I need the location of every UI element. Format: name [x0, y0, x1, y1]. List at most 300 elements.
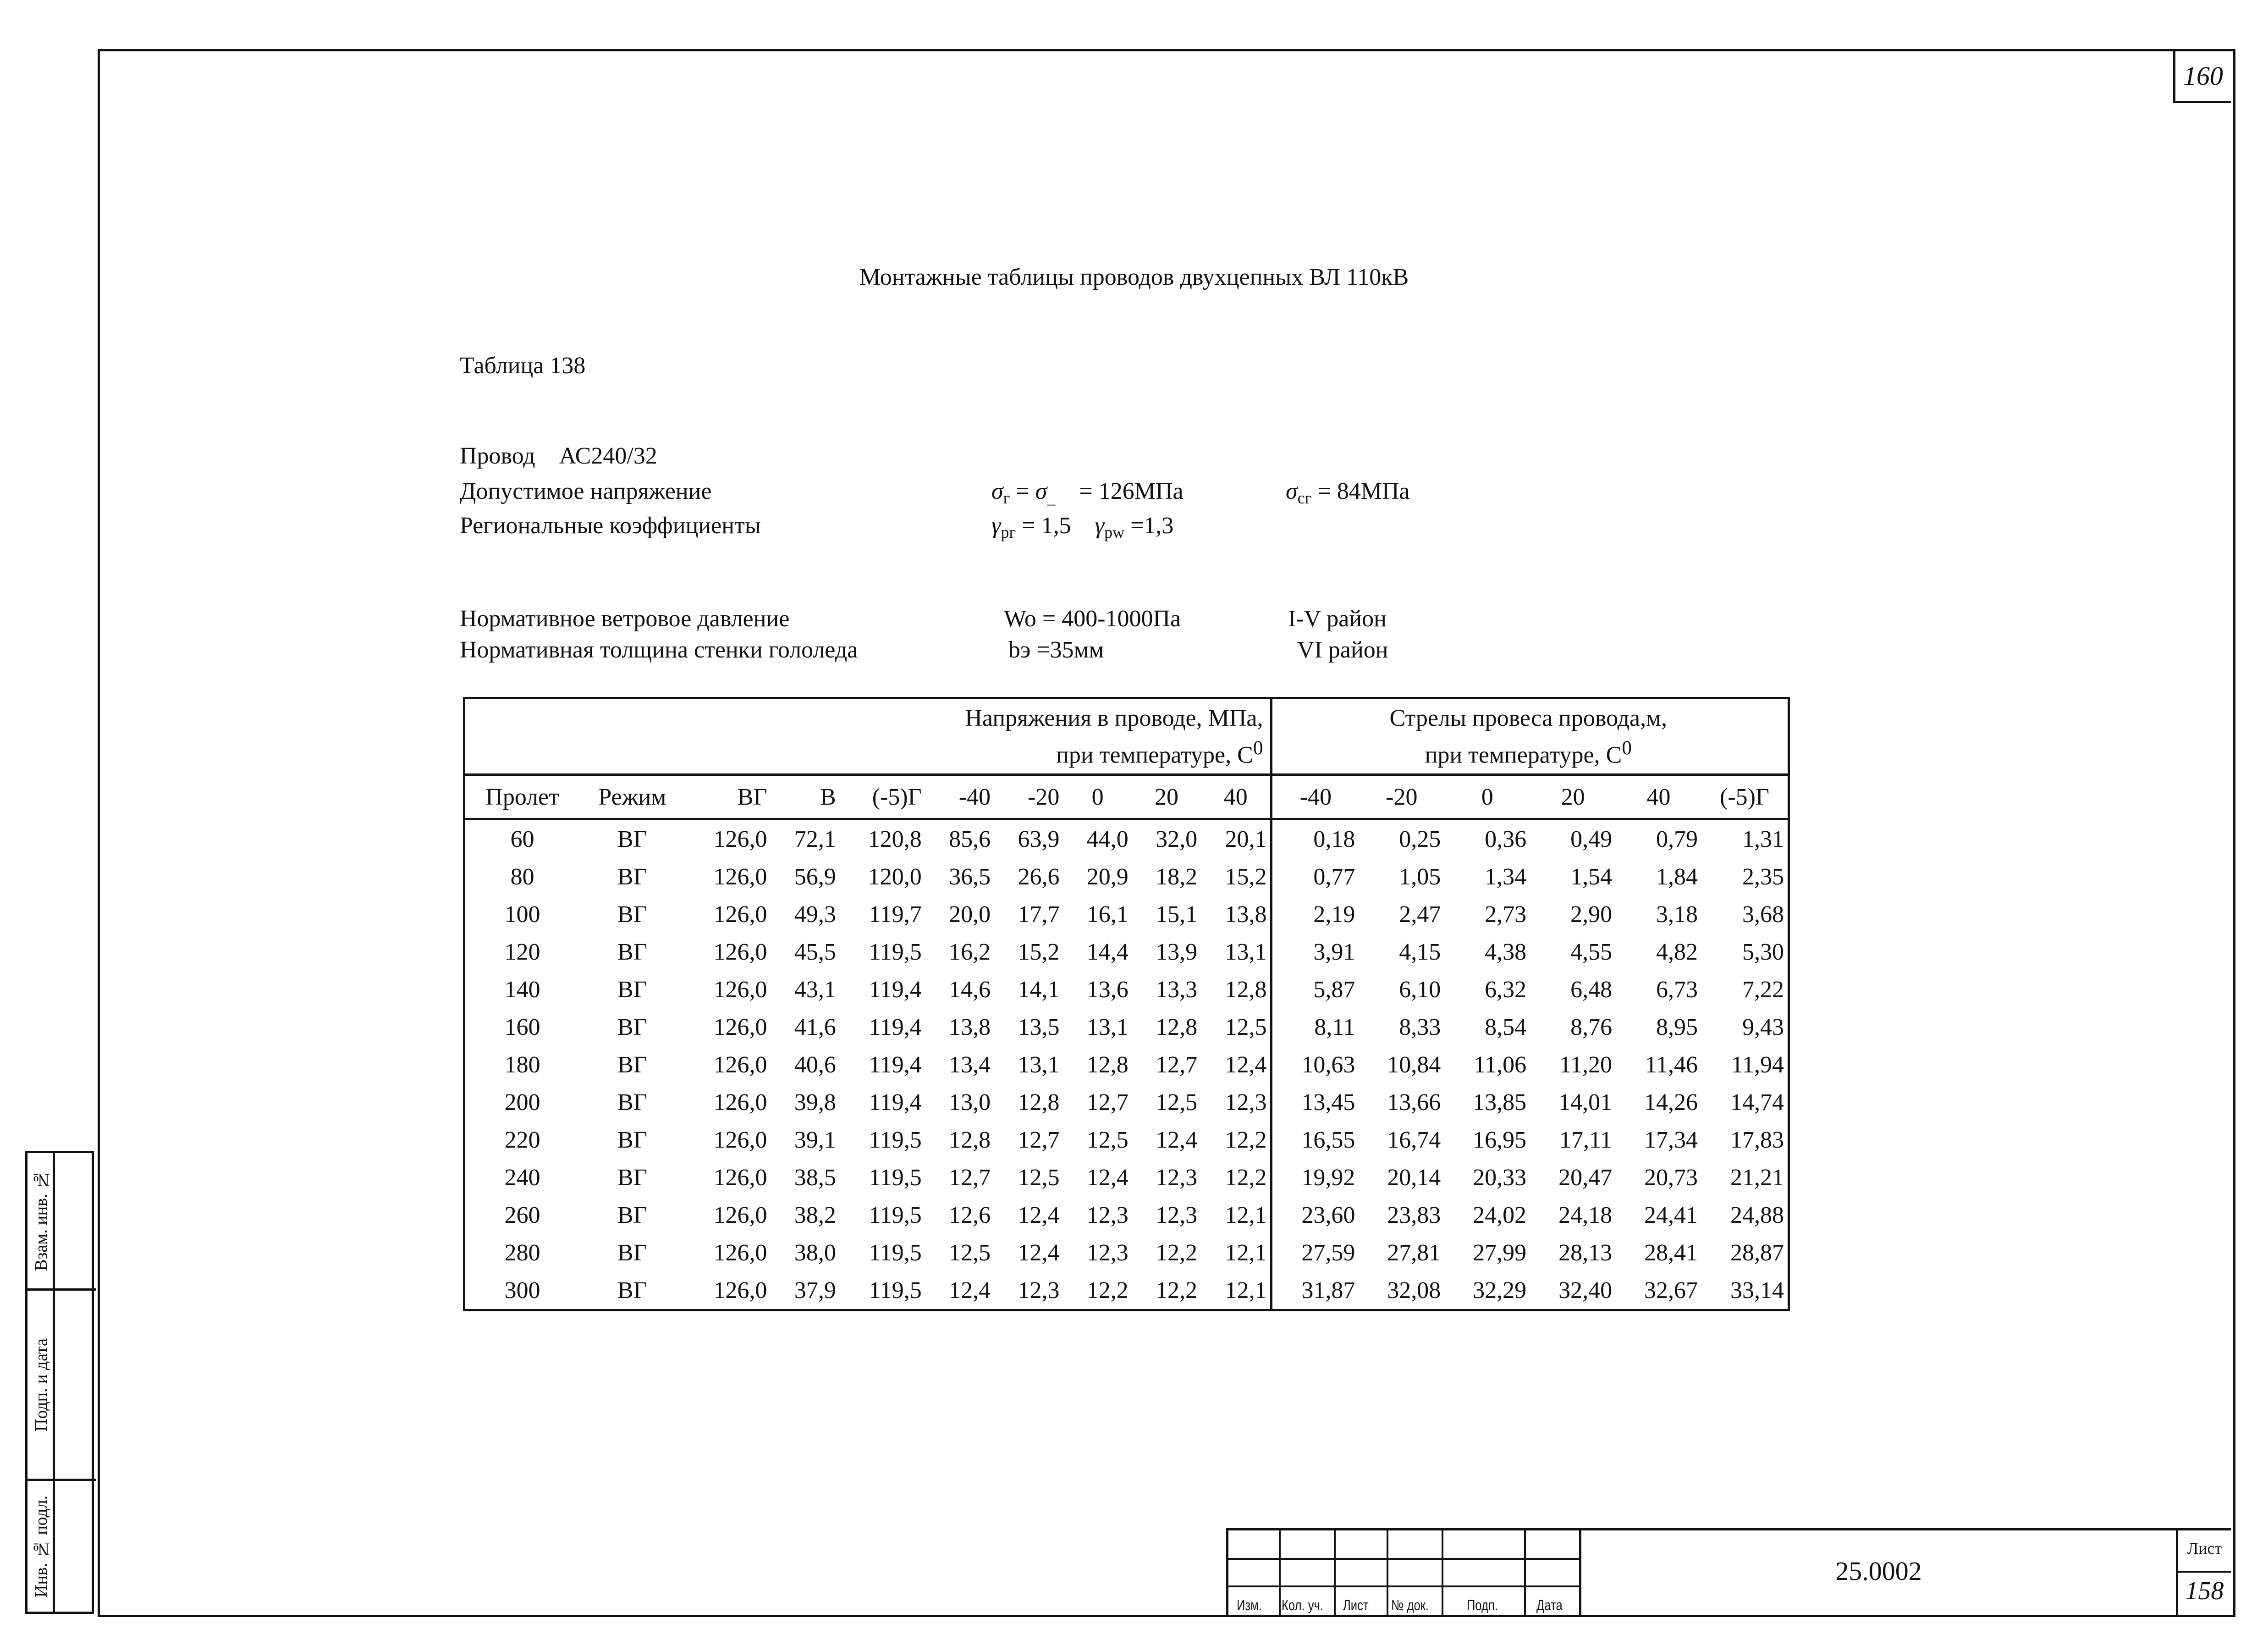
table-cell: 15,2 — [1018, 939, 1060, 965]
table-cell: 120 — [504, 939, 540, 965]
table-cell: 2,35 — [1742, 863, 1784, 890]
table-column-header — [464, 775, 1789, 819]
table-cell: ВГ — [617, 976, 647, 1003]
table-cell: ВГ — [617, 1127, 647, 1153]
table-row — [464, 1008, 1789, 1046]
table-cell: 12,1 — [1225, 1277, 1267, 1304]
column-header: Пролет — [464, 775, 580, 819]
table-cell: 12,5 — [1156, 1089, 1198, 1116]
table-cell: 43,1 — [794, 976, 836, 1003]
table-cell: 280 — [504, 1239, 540, 1266]
table-cell: 100 — [504, 901, 540, 928]
table-cell: 5,30 — [1742, 939, 1784, 965]
table-cell: 12,3 — [1156, 1164, 1198, 1191]
table-cell: 1,05 — [1399, 863, 1441, 890]
table-cell: 20,1 — [1225, 826, 1267, 852]
table-cell: 38,5 — [794, 1164, 836, 1191]
table-cell: 13,9 — [1156, 939, 1198, 965]
sheet-cell — [2176, 1528, 2231, 1615]
table-cell: ВГ — [617, 939, 647, 965]
installation-table — [463, 697, 1790, 1311]
table-cell: 119,4 — [869, 1089, 922, 1116]
table-cell: 12,5 — [949, 1239, 991, 1266]
table-cell: 119,5 — [869, 1202, 922, 1228]
table-group-header — [464, 698, 1789, 775]
gamma-sub-pw: pw — [1104, 523, 1125, 541]
degree-sup: 0 — [1622, 737, 1632, 759]
column-header: -20 — [1359, 775, 1444, 819]
table-row — [464, 1271, 1789, 1310]
table-cell: 56,9 — [794, 863, 836, 890]
table-cell: 13,1 — [1086, 1014, 1128, 1040]
table-cell: 11,06 — [1474, 1051, 1527, 1078]
sag-group-header — [1272, 698, 1789, 775]
table-cell: 119,7 — [869, 901, 922, 928]
table-cell: ВГ — [617, 1051, 647, 1078]
table-cell: 11,46 — [1645, 1051, 1698, 1078]
revision-caption: Подп. — [1467, 1597, 1498, 1613]
column-header: (-5)Г — [1701, 775, 1789, 819]
gamma-symbol: γ — [1095, 513, 1105, 539]
table-cell: 126,0 — [713, 1239, 767, 1266]
table-row — [464, 1196, 1789, 1234]
table-cell: 126,0 — [713, 1014, 767, 1040]
table-cell: 24,18 — [1558, 1202, 1613, 1228]
table-cell: 16,2 — [949, 939, 991, 965]
table-cell: 6,48 — [1570, 976, 1613, 1003]
table-cell: 12,4 — [1156, 1127, 1198, 1153]
sheet-divider — [2178, 1571, 2231, 1573]
table-cell: 13,1 — [1225, 939, 1267, 965]
table-cell: 12,3 — [1156, 1202, 1198, 1228]
title-block — [1226, 1528, 2231, 1615]
table-cell: ВГ — [617, 1014, 647, 1040]
table-cell: 24,88 — [1730, 1202, 1784, 1228]
table-cell: 72,1 — [794, 826, 836, 852]
table-cell: 5,87 — [1272, 971, 1359, 1008]
sigma-symbol: σ — [991, 478, 1003, 504]
table-cell: 7,22 — [1742, 976, 1784, 1003]
table-cell: 4,38 — [1485, 939, 1527, 965]
table-cell: 200 — [504, 1089, 540, 1116]
table-cell: 27,81 — [1387, 1239, 1441, 1266]
table-cell: 126,0 — [713, 1089, 767, 1116]
table-cell: 13,45 — [1272, 1083, 1359, 1121]
ice-value: bэ =35мм — [1008, 637, 1104, 663]
table-cell: 140 — [504, 976, 540, 1003]
table-cell: 119,4 — [869, 976, 922, 1003]
table-label: Таблица 138 — [460, 353, 586, 379]
table-cell: 32,08 — [1387, 1277, 1441, 1304]
table-cell: 126,0 — [713, 1202, 767, 1228]
table-cell: 10,84 — [1387, 1051, 1441, 1078]
table-cell: 12,3 — [1086, 1239, 1128, 1266]
table-cell: 8,95 — [1656, 1014, 1698, 1040]
table-cell: 40,6 — [794, 1051, 836, 1078]
table-cell: 12,8 — [1086, 1051, 1128, 1078]
table-cell: 13,1 — [1018, 1051, 1060, 1078]
table-cell: 17,7 — [1018, 901, 1060, 928]
column-header: 0 — [1444, 775, 1530, 819]
table-row — [464, 933, 1789, 971]
table-cell: 126,0 — [713, 826, 767, 852]
table-body — [464, 819, 1789, 1310]
table-cell: 12,8 — [1018, 1089, 1060, 1116]
table-cell: 49,3 — [794, 901, 836, 928]
wire-value: АС240/32 — [559, 443, 657, 469]
table-cell: 126,0 — [713, 901, 767, 928]
table-cell: 23,60 — [1272, 1196, 1359, 1234]
revision-grid — [1226, 1528, 1579, 1615]
regional-formula — [991, 512, 1173, 542]
table-cell: 12,7 — [1086, 1089, 1128, 1116]
table-cell: 12,8 — [1225, 976, 1267, 1003]
table-cell: 13,5 — [1018, 1014, 1060, 1040]
table-cell: 15,2 — [1225, 863, 1267, 890]
grid-line — [1228, 1558, 1581, 1560]
table-cell: 120,8 — [868, 826, 922, 852]
table-cell: 17,34 — [1644, 1127, 1698, 1153]
table-row — [464, 1046, 1789, 1083]
table-row — [464, 1083, 1789, 1121]
table-cell: 4,82 — [1656, 939, 1698, 965]
revision-caption: Лист — [1343, 1597, 1369, 1613]
table-cell: 14,26 — [1644, 1089, 1698, 1116]
table-cell: 12,5 — [1225, 1014, 1267, 1040]
table-cell: 11,20 — [1559, 1051, 1613, 1078]
table-cell: 63,9 — [1018, 826, 1060, 852]
table-row — [464, 1234, 1789, 1271]
table-cell: ВГ — [617, 1202, 647, 1228]
table-cell: 126,0 — [713, 1127, 767, 1153]
table-cell: 16,1 — [1086, 901, 1128, 928]
table-row — [464, 895, 1789, 933]
stress-cg-formula — [1286, 478, 1410, 508]
stress-group-header — [464, 698, 1272, 775]
ice-label: Нормативная толщина стенки гололеда — [460, 637, 858, 663]
table-cell: 1,54 — [1570, 863, 1613, 890]
table-cell: 12,3 — [1225, 1089, 1267, 1116]
table-cell: 0,79 — [1656, 826, 1698, 852]
table-cell: 39,1 — [794, 1127, 836, 1153]
table-cell: 12,1 — [1225, 1239, 1267, 1266]
table-cell: 80 — [510, 863, 534, 890]
wind-region: I-V район — [1288, 606, 1387, 632]
revision-caption: Кол. уч. — [1282, 1597, 1323, 1613]
table-cell: 1,31 — [1742, 826, 1784, 852]
table-cell: 6,10 — [1399, 976, 1441, 1003]
table-cell: ВГ — [617, 1239, 647, 1266]
table-cell: 12,4 — [949, 1277, 991, 1304]
table-cell: 240 — [504, 1164, 540, 1191]
table-cell: 38,2 — [794, 1202, 836, 1228]
table-cell: 0,36 — [1485, 826, 1527, 852]
column-header: 40 — [1201, 775, 1272, 819]
table-cell: 26,6 — [1018, 863, 1060, 890]
sigma-symbol: σ — [1286, 478, 1298, 504]
table-cell: 119,5 — [869, 1277, 922, 1304]
table-cell: 14,6 — [949, 976, 991, 1003]
stress-cg-value: = 84МПа — [1317, 478, 1410, 504]
original-inventory-label: Инв. № подл. — [32, 1495, 51, 1597]
table-cell: 12,4 — [1018, 1202, 1060, 1228]
column-header: -40 — [925, 775, 994, 819]
table-cell: 14,01 — [1558, 1089, 1613, 1116]
table-cell: 14,4 — [1086, 939, 1128, 965]
revision-caption: № док. — [1391, 1597, 1429, 1613]
table-cell: 12,2 — [1156, 1239, 1198, 1266]
wind-label: Нормативное ветровое давление — [460, 606, 790, 632]
grid-line — [1524, 1530, 1526, 1617]
table-cell: ВГ — [617, 826, 647, 852]
table-cell: ВГ — [617, 863, 647, 890]
grid-line — [1228, 1585, 1581, 1587]
table-cell: 12,7 — [949, 1164, 991, 1191]
table-cell: 32,67 — [1644, 1277, 1698, 1304]
column-header: 20 — [1530, 775, 1616, 819]
table-cell: 15,1 — [1156, 901, 1198, 928]
table-cell: 38,0 — [794, 1239, 836, 1266]
table-cell: 16,95 — [1473, 1127, 1527, 1153]
table-cell: 3,18 — [1656, 901, 1698, 928]
table-cell: 12,8 — [1156, 1014, 1198, 1040]
table-cell: 20,14 — [1387, 1164, 1441, 1191]
table-cell: 12,3 — [1018, 1277, 1060, 1304]
gamma-symbol: γ — [991, 513, 1001, 539]
table-cell: 32,40 — [1558, 1277, 1613, 1304]
table-cell: 85,6 — [949, 826, 991, 852]
table-cell: 11,94 — [1731, 1051, 1784, 1078]
table-cell: 160 — [504, 1014, 540, 1040]
table-cell: 12,6 — [949, 1202, 991, 1228]
column-header: ВГ — [685, 775, 771, 819]
table-cell: 20,9 — [1086, 863, 1128, 890]
table-cell: 31,87 — [1272, 1271, 1359, 1310]
page-title: Монтажные таблицы проводов двухцепных ВЛ 110кВ — [859, 264, 1409, 290]
wire-label: Провод — [460, 443, 535, 469]
table-cell: 17,11 — [1559, 1127, 1613, 1153]
table-cell: 20,47 — [1558, 1164, 1613, 1191]
table-cell: 13,8 — [1225, 901, 1267, 928]
table-cell: 13,6 — [1086, 976, 1128, 1003]
column-header: -40 — [1272, 775, 1359, 819]
table-cell: 44,0 — [1086, 826, 1128, 852]
grid-line — [1387, 1530, 1388, 1617]
table-cell: 260 — [504, 1202, 540, 1228]
table-cell: 13,4 — [949, 1051, 991, 1078]
allowable-stress-label: Допустимое напряжение — [460, 478, 712, 504]
table-cell: 23,83 — [1387, 1202, 1441, 1228]
table-cell: 126,0 — [713, 1164, 767, 1191]
table-cell: 45,5 — [794, 939, 836, 965]
table-cell: 0,25 — [1399, 826, 1441, 852]
table-cell: 20,73 — [1644, 1164, 1698, 1191]
table-cell: 12,5 — [1086, 1127, 1128, 1153]
table-cell: 18,2 — [1156, 863, 1198, 890]
stress-group-line2: при температуре, С — [1056, 742, 1253, 768]
table-cell: 4,55 — [1570, 939, 1613, 965]
gamma-pw-value: =1,3 — [1130, 513, 1174, 539]
sag-group-line1: Стрелы провеса провода,м, — [1389, 705, 1668, 731]
grid-line — [1442, 1530, 1443, 1617]
table-cell: 14,1 — [1018, 976, 1060, 1003]
table-cell: 12,3 — [1086, 1202, 1128, 1228]
table-cell: 27,99 — [1473, 1239, 1527, 1266]
sheet-label: Лист — [2187, 1539, 2222, 1558]
table-cell: 1,84 — [1656, 863, 1698, 890]
table-cell: 6,73 — [1656, 976, 1698, 1003]
table-cell: 4,15 — [1399, 939, 1441, 965]
sigma-sub-g: г — [1003, 489, 1010, 507]
table-cell: 13,3 — [1156, 976, 1198, 1003]
table-cell: ВГ — [617, 901, 647, 928]
table-cell: 13,8 — [949, 1014, 991, 1040]
table-cell: 12,2 — [1156, 1277, 1198, 1304]
grid-line — [1334, 1530, 1336, 1617]
table-cell: 24,41 — [1644, 1202, 1698, 1228]
table-cell: 21,21 — [1730, 1164, 1784, 1191]
table-cell: 8,11 — [1272, 1008, 1359, 1046]
degree-sup: 0 — [1253, 737, 1263, 759]
column-header: 20 — [1132, 775, 1201, 819]
column-header: Режим — [579, 775, 685, 819]
table-cell: 8,33 — [1399, 1014, 1441, 1040]
table-cell: 13,0 — [949, 1089, 991, 1116]
strip-divider — [53, 1153, 55, 1612]
table-cell: 0,49 — [1570, 826, 1613, 852]
table-row — [464, 1159, 1789, 1196]
table-row — [464, 858, 1789, 895]
table-cell: 119,5 — [869, 1164, 922, 1191]
document-code-cell — [1579, 1528, 2176, 1615]
allowable-stress-formula: $\sigma_г = \sigma_{\_}$ = 126МПа — [991, 478, 1184, 507]
table-cell: 33,14 — [1730, 1277, 1784, 1304]
table-cell: 120,0 — [868, 863, 922, 890]
table-cell: 126,0 — [713, 1277, 767, 1304]
table-cell: 119,5 — [869, 939, 922, 965]
sigma-symbol: σ — [1035, 478, 1047, 504]
table-cell: 28,87 — [1730, 1239, 1784, 1266]
grid-line — [1279, 1530, 1281, 1617]
table-cell: 24,02 — [1473, 1202, 1527, 1228]
table-cell: ВГ — [617, 1089, 647, 1116]
signature-date-label: Подп. и дата — [32, 1338, 51, 1431]
sigma-sub-cg: cг — [1297, 489, 1312, 507]
wind-value: Wo = 400-1000Па — [1004, 606, 1181, 632]
table-cell: 41,6 — [794, 1014, 836, 1040]
table-cell: ВГ — [617, 1277, 647, 1304]
table-cell: 3,91 — [1272, 933, 1359, 971]
table-cell: 126,0 — [713, 1051, 767, 1078]
table-cell: 12,2 — [1225, 1127, 1267, 1153]
table-cell: 300 — [504, 1277, 540, 1304]
table-cell: 119,5 — [869, 1127, 922, 1153]
table-row — [464, 971, 1789, 1008]
table-cell: 10,63 — [1272, 1046, 1359, 1083]
table-row — [464, 1121, 1789, 1159]
stress-group-line1: Напряжения в проводе, МПа, — [965, 705, 1263, 731]
column-header: 0 — [1063, 775, 1132, 819]
table-cell: 2,19 — [1272, 895, 1359, 933]
table-cell: 8,54 — [1485, 1014, 1527, 1040]
gamma-sub-pg: pг — [1001, 523, 1016, 541]
page-number: 160 — [2173, 49, 2231, 103]
table-cell: 12,7 — [1018, 1127, 1060, 1153]
table-cell: 3,68 — [1742, 901, 1784, 928]
sheet-number: 158 — [2185, 1577, 2224, 1605]
table-cell: 0,18 — [1272, 819, 1359, 858]
column-header: -20 — [994, 775, 1063, 819]
table-cell: 8,76 — [1570, 1014, 1613, 1040]
table-cell: 13,66 — [1387, 1089, 1441, 1116]
revision-caption: Изм. — [1237, 1597, 1262, 1613]
table-cell: 6,32 — [1485, 976, 1527, 1003]
table-cell: 12,2 — [1086, 1277, 1128, 1304]
table-cell: 28,41 — [1644, 1239, 1698, 1266]
revision-caption: Дата — [1536, 1597, 1563, 1613]
table-cell: 2,90 — [1570, 901, 1613, 928]
table-cell: 60 — [510, 826, 534, 852]
table-cell: 13,85 — [1473, 1089, 1527, 1116]
table-cell: 9,43 — [1742, 1014, 1784, 1040]
table-cell: ВГ — [617, 1164, 647, 1191]
table-cell: 12,7 — [1156, 1051, 1198, 1078]
sag-group-line2: при температуре, С — [1425, 742, 1622, 768]
table-cell: 126,0 — [713, 863, 767, 890]
table-cell: 39,8 — [794, 1089, 836, 1116]
table-cell: 37,9 — [794, 1277, 836, 1304]
sigma-sub-minus: _ — [1047, 489, 1056, 507]
ice-region: VI район — [1297, 637, 1388, 663]
table-cell: 20,0 — [949, 901, 991, 928]
table-cell: 36,5 — [949, 863, 991, 890]
table-cell: 12,1 — [1225, 1202, 1267, 1228]
replacement-inventory-label: Взам. инв. № — [32, 1170, 51, 1271]
table-cell: 119,4 — [869, 1014, 922, 1040]
table-cell: 12,4 — [1018, 1239, 1060, 1266]
table-cell: 12,4 — [1225, 1051, 1267, 1078]
table-cell: 20,33 — [1473, 1164, 1527, 1191]
gamma-pg-value: = 1,5 — [1022, 513, 1071, 539]
table-cell: 28,13 — [1558, 1239, 1613, 1266]
column-header: (-5)Г — [840, 775, 925, 819]
table-cell: 17,83 — [1730, 1127, 1784, 1153]
column-header: 40 — [1616, 775, 1701, 819]
table-cell: 32,29 — [1473, 1277, 1527, 1304]
table-cell: 27,59 — [1272, 1234, 1359, 1271]
table-cell: 119,4 — [869, 1051, 922, 1078]
stress-value: = 126МПа — [1079, 478, 1184, 504]
table-cell: 119,5 — [869, 1239, 922, 1266]
regional-label: Региональные коэффициенты — [460, 513, 761, 539]
side-approval-strip — [25, 1151, 94, 1614]
table-cell: 0,77 — [1272, 858, 1359, 895]
table-cell: 220 — [504, 1127, 540, 1153]
table-row — [464, 819, 1789, 858]
column-header: В — [771, 775, 840, 819]
table-cell: 180 — [504, 1051, 540, 1078]
table-cell: 32,0 — [1156, 826, 1198, 852]
table-cell: 1,34 — [1485, 863, 1527, 890]
table-cell: 12,5 — [1018, 1164, 1060, 1191]
wire-row — [460, 442, 657, 469]
table-cell: 12,4 — [1086, 1164, 1128, 1191]
table-cell: 19,92 — [1272, 1159, 1359, 1196]
table-cell: 12,2 — [1225, 1164, 1267, 1191]
table-cell: 12,8 — [949, 1127, 991, 1153]
document-code: 25.0002 — [1835, 1556, 1922, 1586]
table-cell: 14,74 — [1730, 1089, 1784, 1116]
